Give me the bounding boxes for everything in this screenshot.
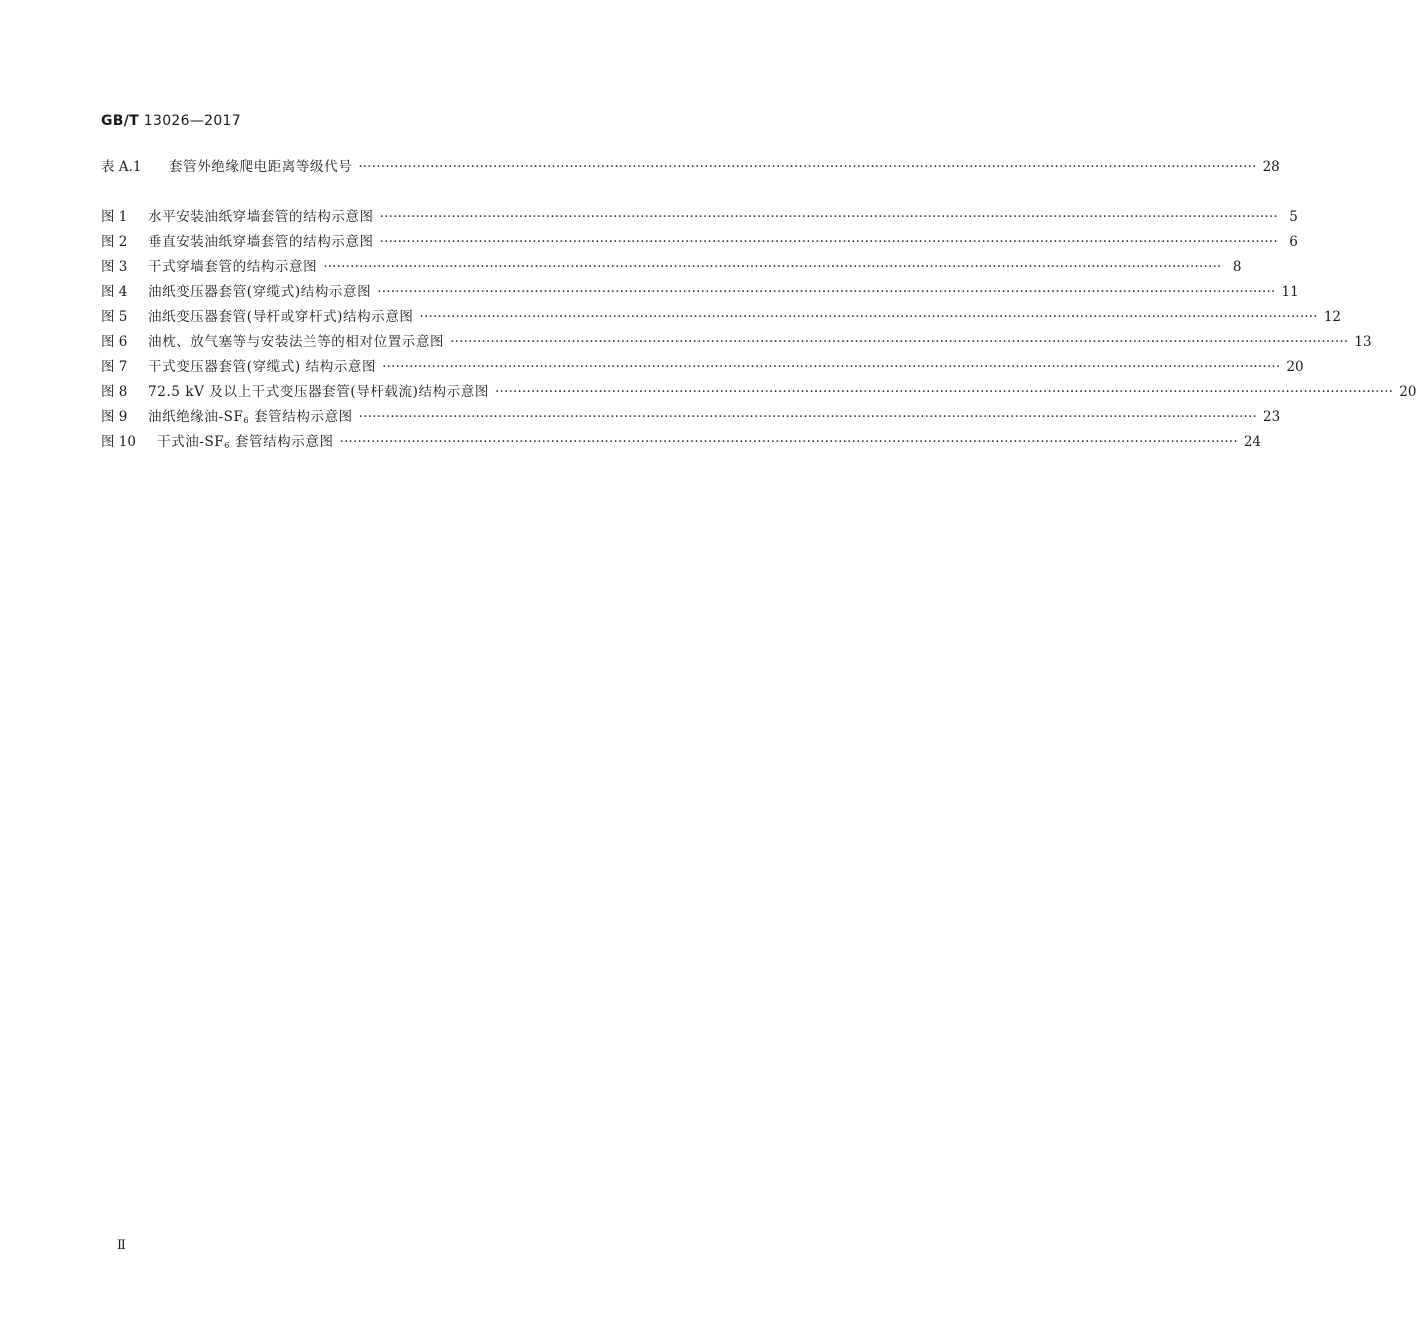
table-label: 表 A.1	[101, 159, 142, 175]
toc-figure-entry[interactable]	[101, 282, 1299, 302]
figure-label: 图 8	[101, 384, 128, 400]
figure-label: 图 5	[101, 309, 128, 325]
figure-title-suffix: 套管结构示意图	[249, 409, 353, 425]
dot-leader: ········································································································································································································	[382, 359, 1281, 375]
figure-label: 图 7	[101, 359, 128, 375]
figure-label: 图 4	[101, 284, 128, 300]
toc-figure-entry[interactable]	[101, 257, 1242, 277]
figure-title-subscript: 6	[243, 416, 250, 425]
dot-leader: ········································································································································································································	[495, 384, 1394, 400]
figure-title: 油枕、放气塞等与安装法兰等的相对位置示意图	[148, 334, 445, 350]
figure-title: 油纸变压器套管(穿缆式)结构示意图	[148, 284, 372, 300]
dot-leader: ········································································································································································································	[450, 334, 1349, 350]
figure-label: 图 6	[101, 334, 128, 350]
page-number: 5	[1289, 209, 1298, 225]
figure-title	[157, 432, 334, 456]
page-number: 20	[1399, 384, 1416, 400]
toc-figure-entry[interactable]	[101, 332, 1372, 352]
dot-leader: ········································································································································································································	[358, 409, 1258, 425]
figure-title-prefix: 油纸绝缘油-SF	[148, 409, 244, 425]
page-number: 8	[1232, 259, 1242, 275]
figure-title-subscript: 6	[224, 441, 230, 450]
page-number: 28	[1262, 159, 1280, 175]
dot-leader: ········································································································································································································	[339, 434, 1238, 450]
figure-title-prefix: 干式油-SF	[157, 434, 225, 450]
figure-title: 干式穿墙套管的结构示意图	[148, 259, 318, 275]
figure-title: 72.5 kV 及以上干式变压器套管(导杆载流)结构示意图	[148, 384, 490, 400]
toc-figure-entry[interactable]	[101, 432, 1262, 452]
figure-label: 图 9	[101, 409, 128, 425]
toc-figure-entry[interactable]	[101, 357, 1304, 377]
table-title: 套管外绝缘爬电距离等级代号	[169, 159, 353, 175]
page-number: 13	[1354, 334, 1372, 350]
figure-label: 图 1	[101, 209, 128, 225]
dot-leader: ········································································································································································································	[358, 159, 1257, 175]
document-header	[101, 113, 241, 129]
standard-number: 13026—2017	[143, 113, 241, 129]
figure-title	[148, 407, 353, 431]
figure-title: 干式变压器套管(穿缆式) 结构示意图	[148, 359, 377, 375]
figure-label: 图 10	[101, 434, 136, 450]
page-number: 24	[1243, 434, 1262, 450]
page-footer-number: Ⅱ	[117, 1238, 126, 1253]
page-number: 12	[1323, 309, 1341, 325]
figure-label: 图 2	[101, 234, 128, 250]
standard-code: GB/T	[101, 113, 140, 129]
figure-title: 油纸变压器套管(导杆或穿杆式)结构示意图	[148, 309, 414, 325]
figure-label: 图 3	[101, 259, 128, 275]
page-number: 20	[1286, 359, 1304, 375]
toc-figure-entry[interactable]	[101, 232, 1298, 252]
figure-title: 垂直安装油纸穿墙套管的结构示意图	[148, 234, 374, 250]
toc-figure-entry[interactable]	[101, 307, 1341, 327]
toc-figure-entry[interactable]	[101, 382, 1416, 402]
dot-leader: ········································································································································································································	[379, 234, 1278, 250]
page-number: 23	[1263, 409, 1281, 425]
dot-leader: ········································································································································································································	[419, 309, 1318, 325]
page-number: 6	[1289, 234, 1298, 250]
page-number: 11	[1281, 284, 1299, 300]
dot-leader: ········································································································································································································	[379, 209, 1278, 225]
figure-title: 水平安装油纸穿墙套管的结构示意图	[148, 209, 374, 225]
toc-figure-entry[interactable]	[101, 407, 1281, 427]
toc-figure-entry[interactable]	[101, 207, 1298, 227]
toc-table-entry[interactable]	[101, 157, 1280, 177]
figure-title-suffix: 套管结构示意图	[229, 434, 334, 450]
dot-leader: ········································································································································································································	[377, 284, 1276, 300]
dot-leader: ········································································································································································································	[323, 259, 1222, 275]
